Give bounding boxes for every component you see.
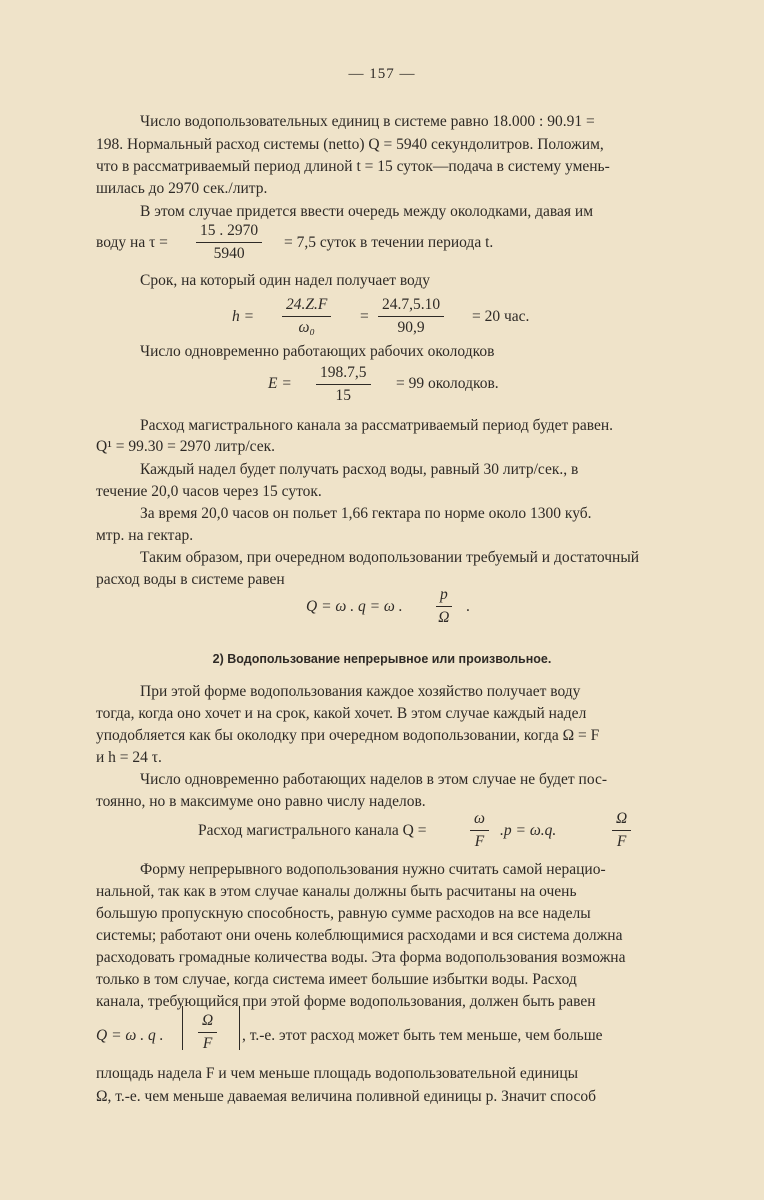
paragraph-line: уподобляется как бы околодку при очередном водопользовании, когда Ω = F bbox=[96, 727, 600, 744]
paragraph-line: тогда, когда оно хочет и на срок, какой хочет. В этом случае каждый надел bbox=[96, 705, 587, 722]
paragraph-line: мтр. на гектар. bbox=[96, 527, 194, 544]
paragraph-line: Число одновременно работающих наделов в этом случае не будет пос- bbox=[140, 771, 608, 788]
paragraph-line: что в рассматриваемый период длиной t = 15 суток—подача в систему умень- bbox=[96, 158, 610, 175]
paragraph-line: канала, требующийся при этой форме водопользования, должен быть равен bbox=[96, 993, 596, 1010]
paragraph-line: площадь надела F и чем меньше площадь водопользовательной единицы bbox=[96, 1065, 579, 1082]
main-fraction-2 bbox=[612, 810, 631, 851]
h-formula-result: = 20 час. bbox=[472, 308, 530, 325]
paragraph-line: Q¹ = 99.30 = 2970 литр/сек. bbox=[96, 438, 275, 455]
main-numerator-1: ω bbox=[470, 810, 489, 831]
bracket-formula-suffix: , т.-е. этот расход может быть тем меньше, чем больше bbox=[242, 1027, 603, 1044]
tau-denominator: 5940 bbox=[213, 245, 245, 262]
paragraph-line: и h = 24 τ. bbox=[96, 749, 162, 766]
paragraph-line: нальной, так как в этом случае каналы должны быть расчитаны на очень bbox=[96, 883, 577, 900]
paragraph-line: расходовать громадные количества воды. Эта форма водопользования возможна bbox=[96, 949, 626, 966]
bracket-formula-prefix: Q = ω . q . bbox=[96, 1027, 164, 1044]
h-denominator-1: ω₀ bbox=[298, 319, 315, 336]
q-formula-lhs: Q = ω . q = ω . bbox=[306, 598, 403, 615]
bracket-fraction bbox=[198, 1012, 217, 1053]
h-formula-lhs: h = bbox=[232, 308, 255, 325]
paragraph-line: В этом случае придется ввести очередь между околодками, давая им bbox=[140, 203, 594, 220]
paragraph-line: При этой форме водопользования каждое хозяйство получает воду bbox=[140, 683, 581, 700]
h-fraction-1 bbox=[282, 296, 331, 337]
main-denominator-2: F bbox=[616, 833, 627, 850]
e-formula-result: = 99 околодков. bbox=[396, 375, 499, 392]
paragraph-line: тоянно, но в максимуме оно равно числу наделов. bbox=[96, 793, 426, 810]
main-formula-prefix: Расход магистрального канала Q = bbox=[198, 822, 427, 839]
paragraph-line: расход воды в системе равен bbox=[96, 571, 285, 588]
main-numerator-2: Ω bbox=[612, 810, 631, 831]
tau-numerator: 15 . 2970 bbox=[196, 222, 262, 243]
e-fraction bbox=[316, 364, 371, 405]
paragraph-line: Срок, на который один надел получает воду bbox=[140, 272, 430, 289]
e-numerator: 198.7,5 bbox=[316, 364, 371, 385]
paragraph-line: Каждый надел будет получать расход воды, равный 30 литр/сек., в bbox=[140, 461, 579, 478]
bracket-denominator: F bbox=[202, 1035, 213, 1052]
tau-fraction bbox=[196, 222, 262, 263]
main-formula-mid: .p = ω.q. bbox=[500, 822, 557, 839]
q-denominator: Ω bbox=[438, 609, 450, 626]
paragraph-line: Ω, т.-е. чем меньше даваемая величина поливной единицы p. Значит способ bbox=[96, 1088, 596, 1105]
h-formula-eq: = bbox=[360, 308, 369, 325]
tau-formula-prefix: воду на τ = bbox=[96, 234, 168, 251]
main-fraction-1 bbox=[470, 810, 489, 851]
tau-formula-suffix: = 7,5 суток в течении периода t. bbox=[284, 234, 494, 251]
bracket-numerator: Ω bbox=[198, 1012, 217, 1033]
paragraph-line: большую пропускную способность, равную сумме расходов на все наделы bbox=[96, 905, 591, 922]
paragraph-line: За время 20,0 часов он польет 1,66 гектара по норме около 1300 куб. bbox=[140, 505, 592, 522]
paragraph-line: Число водопользовательных единиц в системе равно 18.000 : 90.91 = bbox=[140, 113, 595, 130]
paragraph-line: Форму непрерывного водопользования нужно считать самой нерацио- bbox=[140, 861, 606, 878]
paragraph-line: Таким образом, при очередном водопользовании требуемый и достаточный bbox=[140, 549, 640, 566]
h-fraction-2 bbox=[378, 296, 444, 337]
paragraph-line: 198. Нормальный расход системы (netto) Q = 5940 секундолитров. Положим, bbox=[96, 136, 604, 153]
h-numerator-2: 24.7,5.10 bbox=[378, 296, 444, 317]
h-denominator-2: 90,9 bbox=[397, 319, 425, 336]
paragraph-line: системы; работают они очень колеблющимися расходами и вся система должна bbox=[96, 927, 623, 944]
paragraph-line: шилась до 2970 сек./литр. bbox=[96, 180, 268, 197]
paragraph-line: Число одновременно работающих рабочих околодков bbox=[140, 343, 495, 360]
q-formula-tail: . bbox=[466, 598, 470, 615]
h-numerator-1: 24.Z.F bbox=[282, 296, 331, 317]
main-denominator-1: F bbox=[474, 833, 485, 850]
e-formula-lhs: E = bbox=[268, 375, 292, 392]
paragraph-line: Расход магистрального канала за рассматриваемый период будет равен. bbox=[140, 417, 614, 434]
q-numerator: p bbox=[436, 586, 452, 607]
page-number: — 157 — bbox=[348, 66, 416, 82]
e-denominator: 15 bbox=[335, 387, 351, 404]
paragraph-line: только в том случае, когда система имеет большие избытки воды. Расход bbox=[96, 971, 577, 988]
q-fraction bbox=[436, 586, 452, 627]
paragraph-line: течение 20,0 часов через 15 суток. bbox=[96, 483, 322, 500]
section-heading: 2) Водопользование непрерывное или произвольное. bbox=[212, 652, 552, 666]
